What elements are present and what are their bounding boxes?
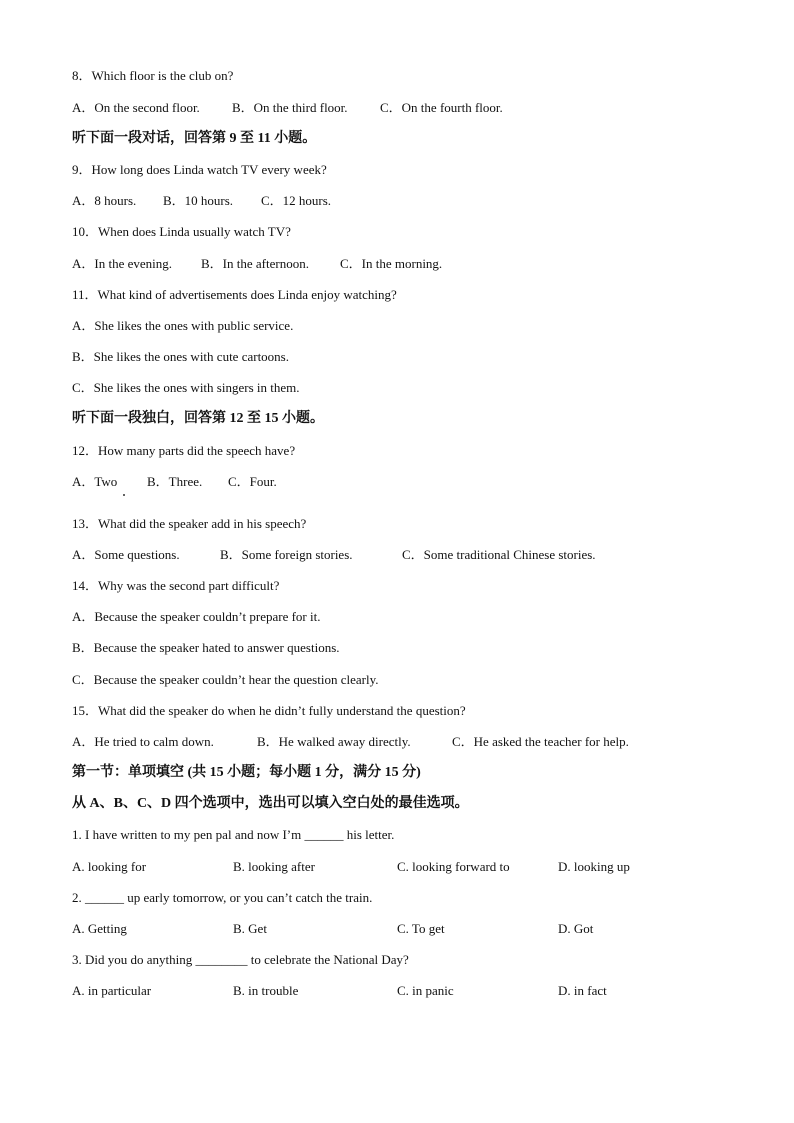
grammar-question-2-options: [72, 921, 772, 937]
question-15-option-b: B．He walked away directly.: [257, 734, 411, 749]
question-11-stem: 11．What kind of advertisements does Linda enjoy watching?: [72, 287, 397, 302]
grammar-question-2-option-b: B. Get: [233, 921, 267, 936]
question-9-stem: 9．How long does Linda watch TV every week?: [72, 162, 327, 177]
question-12-option-c: C．Four.: [228, 474, 277, 489]
section-heading-9-11: 听下面一段对话，回答第 9 至 11 小题。: [72, 131, 317, 146]
question-14-option-c: C．Because the speaker couldn’t hear the question clearly.: [72, 672, 379, 687]
question-11-option-a: A．She likes the ones with public service.: [72, 318, 294, 333]
question-8-stem: 8．Which floor is the club on?: [72, 68, 234, 83]
question-10-option-b: B．In the afternoon.: [201, 256, 309, 271]
question-11-option-b: B．She likes the ones with cute cartoons.: [72, 349, 289, 364]
grammar-question-3-option-d: D. in fact: [558, 983, 607, 998]
question-12-options: [72, 474, 772, 490]
question-9-option-c: C．12 hours.: [261, 193, 332, 208]
question-11-option-c: C．She likes the ones with singers in them.: [72, 380, 300, 395]
grammar-question-2-option-d: D. Got: [558, 921, 594, 936]
question-15-stem: 15．What did the speaker do when he didn’t fully understand the question?: [72, 703, 466, 718]
grammar-question-2-option-a: A. Getting: [72, 921, 127, 936]
question-13-stem: 13．What did the speaker add in his speech?: [72, 516, 307, 531]
question-12-option-a: A．Two: [72, 474, 118, 489]
question-8-options: [72, 100, 772, 116]
grammar-question-3-option-c: C. in panic: [397, 983, 454, 998]
question-9-option-b: B．10 hours.: [163, 193, 234, 208]
question-13-options: [72, 547, 772, 563]
question-10-option-c: C．In the morning.: [340, 256, 443, 271]
grammar-question-3-option-a: A. in particular: [72, 983, 152, 998]
question-14-option-b: B．Because the speaker hated to answer questions.: [72, 640, 340, 655]
section-instruction: 从 A、B、C、D 四个选项中，选出可以填入空白处的最佳选项。: [72, 796, 469, 811]
question-15-options: [72, 734, 772, 750]
question-13-option-c: C．Some traditional Chinese stories.: [402, 547, 596, 562]
question-10-option-a: A．In the evening.: [72, 256, 173, 271]
question-10-options: [72, 256, 772, 272]
grammar-question-3-option-b: B. in trouble: [233, 983, 299, 998]
question-8-option-c: C．On the fourth floor.: [380, 100, 503, 115]
grammar-question-1-options: [72, 859, 772, 875]
grammar-question-3-options: [72, 983, 772, 999]
section-title: 第一节：单项填空 (共 15 小题；每小题 1 分，满分 15 分): [72, 765, 421, 780]
grammar-question-1-option-c: C. looking forward to: [397, 859, 510, 874]
question-13-option-a: A．Some questions.: [72, 547, 180, 562]
stray-dot: [123, 494, 125, 496]
question-8-option-a: A．On the second floor.: [72, 100, 200, 115]
question-14-option-a: A．Because the speaker couldn’t prepare for it.: [72, 609, 321, 624]
question-15-option-a: A．He tried to calm down.: [72, 734, 214, 749]
question-12-option-b: B．Three.: [147, 474, 203, 489]
grammar-question-3-stem: 3. Did you do anything ________ to celebrate the National Day?: [72, 952, 409, 967]
question-13-option-b: B．Some foreign stories.: [220, 547, 353, 562]
section-heading-12-15: 听下面一段独白，回答第 12 至 15 小题。: [72, 411, 324, 426]
grammar-question-1-option-d: D. looking up: [558, 859, 630, 874]
question-10-stem: 10．When does Linda usually watch TV?: [72, 224, 291, 239]
question-9-options: [72, 193, 772, 209]
question-9-option-a: A．8 hours.: [72, 193, 137, 208]
question-8-option-b: B．On the third floor.: [232, 100, 348, 115]
grammar-question-2-stem: 2. ______ up early tomorrow, or you can’t catch the train.: [72, 890, 373, 905]
question-12-stem: 12．How many parts did the speech have?: [72, 443, 296, 458]
question-14-stem: 14．Why was the second part difficult?: [72, 578, 280, 593]
grammar-question-2-option-c: C. To get: [397, 921, 445, 936]
question-15-option-c: C．He asked the teacher for help.: [452, 734, 629, 749]
grammar-question-1-option-b: B. looking after: [233, 859, 315, 874]
grammar-question-1-option-a: A. looking for: [72, 859, 147, 874]
grammar-question-1-stem: 1. I have written to my pen pal and now I’m ______ his letter.: [72, 827, 395, 842]
